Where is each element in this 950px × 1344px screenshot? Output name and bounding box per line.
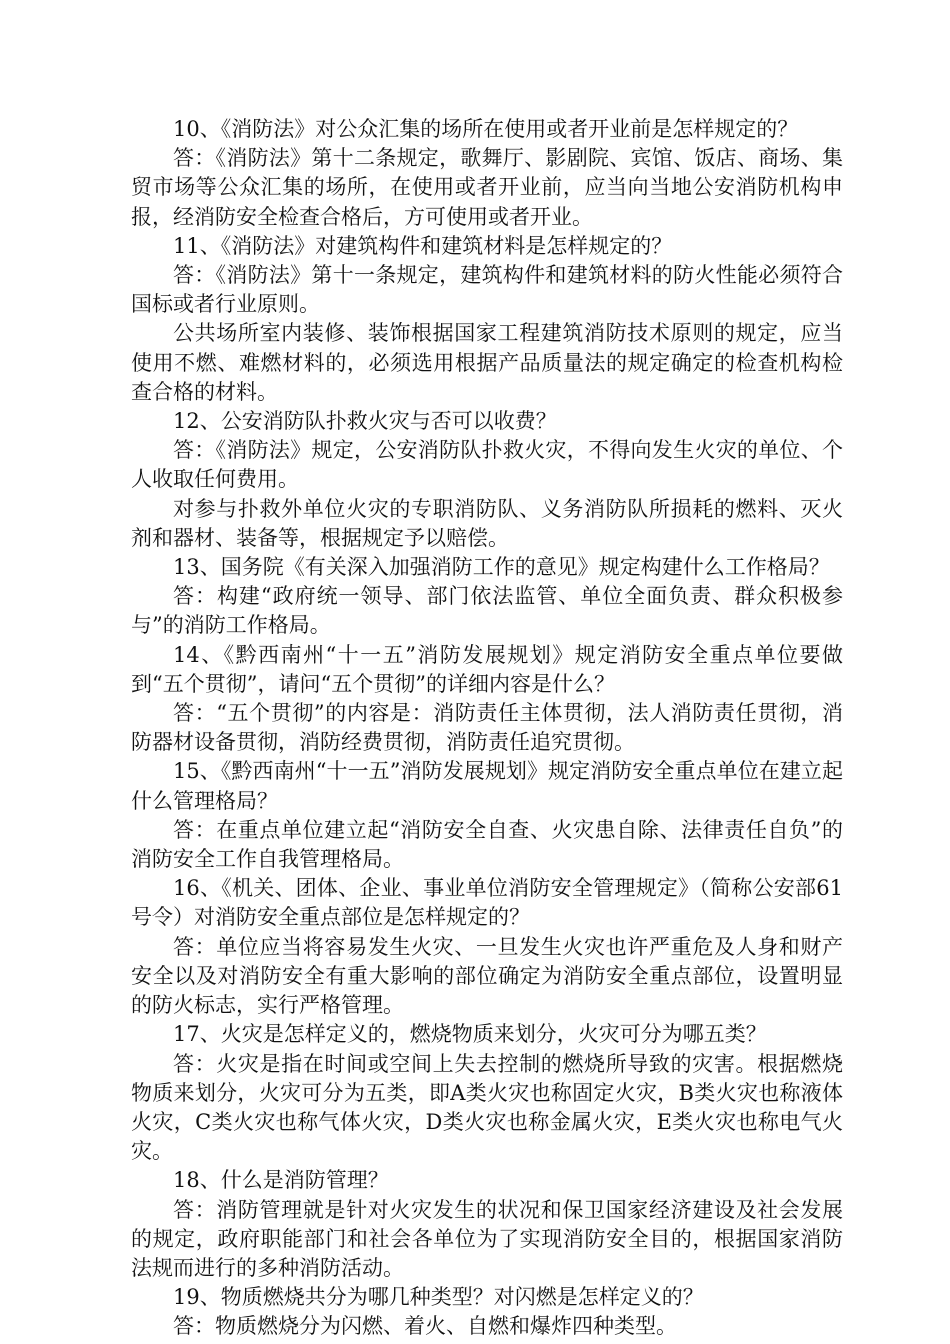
question-11: 11、《消防法》对建筑构件和建筑材料是怎样规定的？ xyxy=(173,233,673,258)
answer-12: 答：《消防法》规定，公安消防队扑救火灾，不得向发生火灾的单位、个人收取任何费用。 xyxy=(131,438,843,492)
question-13: 13、国务院《有关深入加强消防工作的意见》规定构建什么工作格局？ xyxy=(173,555,830,580)
question-19: 19、物质燃烧共分为哪几种类型？对闪燃是怎样定义的？ xyxy=(173,1285,704,1310)
question-16: 16、《机关、团体、企业、事业单位消防安全管理规定》（简称公安部61号令）对消防安全重点部位是怎样规定的？ xyxy=(131,876,843,930)
answer-17: 答：火灾是指在时间或空间上失去控制的燃烧所导致的灾害。根据燃烧物质来划分，火灾可分为五类，即A类火灾也称固定火灾，B类火灾也称液体火灾，C类火灾也称气体火灾，D类火灾也称金属火灾，E类火灾也称电气火灾。 xyxy=(131,1051,843,1164)
question-15: 15、《黔西南州“十一五”消防发展规划》规定消防安全重点单位在建立起什么管理格局？ xyxy=(131,759,843,813)
answer-12-continued: 对参与扑救外单位火灾的专职消防队、义务消防队所损耗的燃料、灭火剂和器材、装备等，根据规定予以赔偿。 xyxy=(131,496,843,550)
answer-11-continued: 公共场所室内装修、装饰根据国家工程建筑消防技术原则的规定，应当使用不燃、难燃材料的，必须选用根据产品质量法的规定确定的检查机构检查合格的材料。 xyxy=(131,321,843,404)
answer-19: 答：物质燃烧分为闪燃、着火、自燃和爆炸四种类型。 xyxy=(173,1314,677,1339)
answer-15: 答：在重点单位建立起“消防安全自查、火灾患自除、法律责任自负”的消防安全工作自我管理格局。 xyxy=(131,817,843,872)
answer-10: 答：《消防法》第十二条规定，歌舞厅、影剧院、宾馆、饭店、商场、集贸市场等公众汇集的场所，在使用或者开业前，应当向当地公安消防机构申报，经消防安全检查合格后，方可使用或者开业。 xyxy=(131,146,843,229)
question-14: 14、《黔西南州“十一五”消防发展规划》规定消防安全重点单位要做到“五个贯彻”，请问“五个贯彻”的详细内容是什么？ xyxy=(131,642,843,696)
question-17: 17、火灾是怎样定义的，燃烧物质来划分，火灾可分为哪五类？ xyxy=(173,1022,767,1047)
question-12: 12、公安消防队扑救火灾与否可以收费？ xyxy=(173,409,557,434)
answer-18: 答：消防管理就是针对火灾发生的状况和保卫国家经济建设及社会发展的规定，政府职能部门和社会各单位为了实现消防安全目的，根据国家消防法规而进行的多种消防活动。 xyxy=(131,1197,843,1280)
answer-11: 答：《消防法》第十一条规定，建筑构件和建筑材料的防火性能必须符合国标或者行业原则。 xyxy=(131,263,843,317)
question-10: 10、《消防法》对公众汇集的场所在使用或者开业前是怎样规定的？ xyxy=(173,117,799,141)
question-18: 18、什么是消防管理？ xyxy=(173,1168,389,1193)
answer-14: 答：“五个贯彻”的内容是：消防责任主体贯彻，法人消防责任贯彻，消防器材设备贯彻，消防经费贯彻，消防责任追究贯彻。 xyxy=(131,701,843,755)
document-body xyxy=(131,115,843,1342)
answer-16: 答：单位应当将容易发生火灾、一旦发生火灾也许严重危及人身和财产安全以及对消防安全有重大影响的部位确定为消防安全重点部位，设置明显的防火标志，实行严格管理。 xyxy=(131,934,843,1018)
answer-13: 答：构建“政府统一领导、部门依法监管、单位全面负责、群众积极参与”的消防工作格局。 xyxy=(131,584,843,638)
